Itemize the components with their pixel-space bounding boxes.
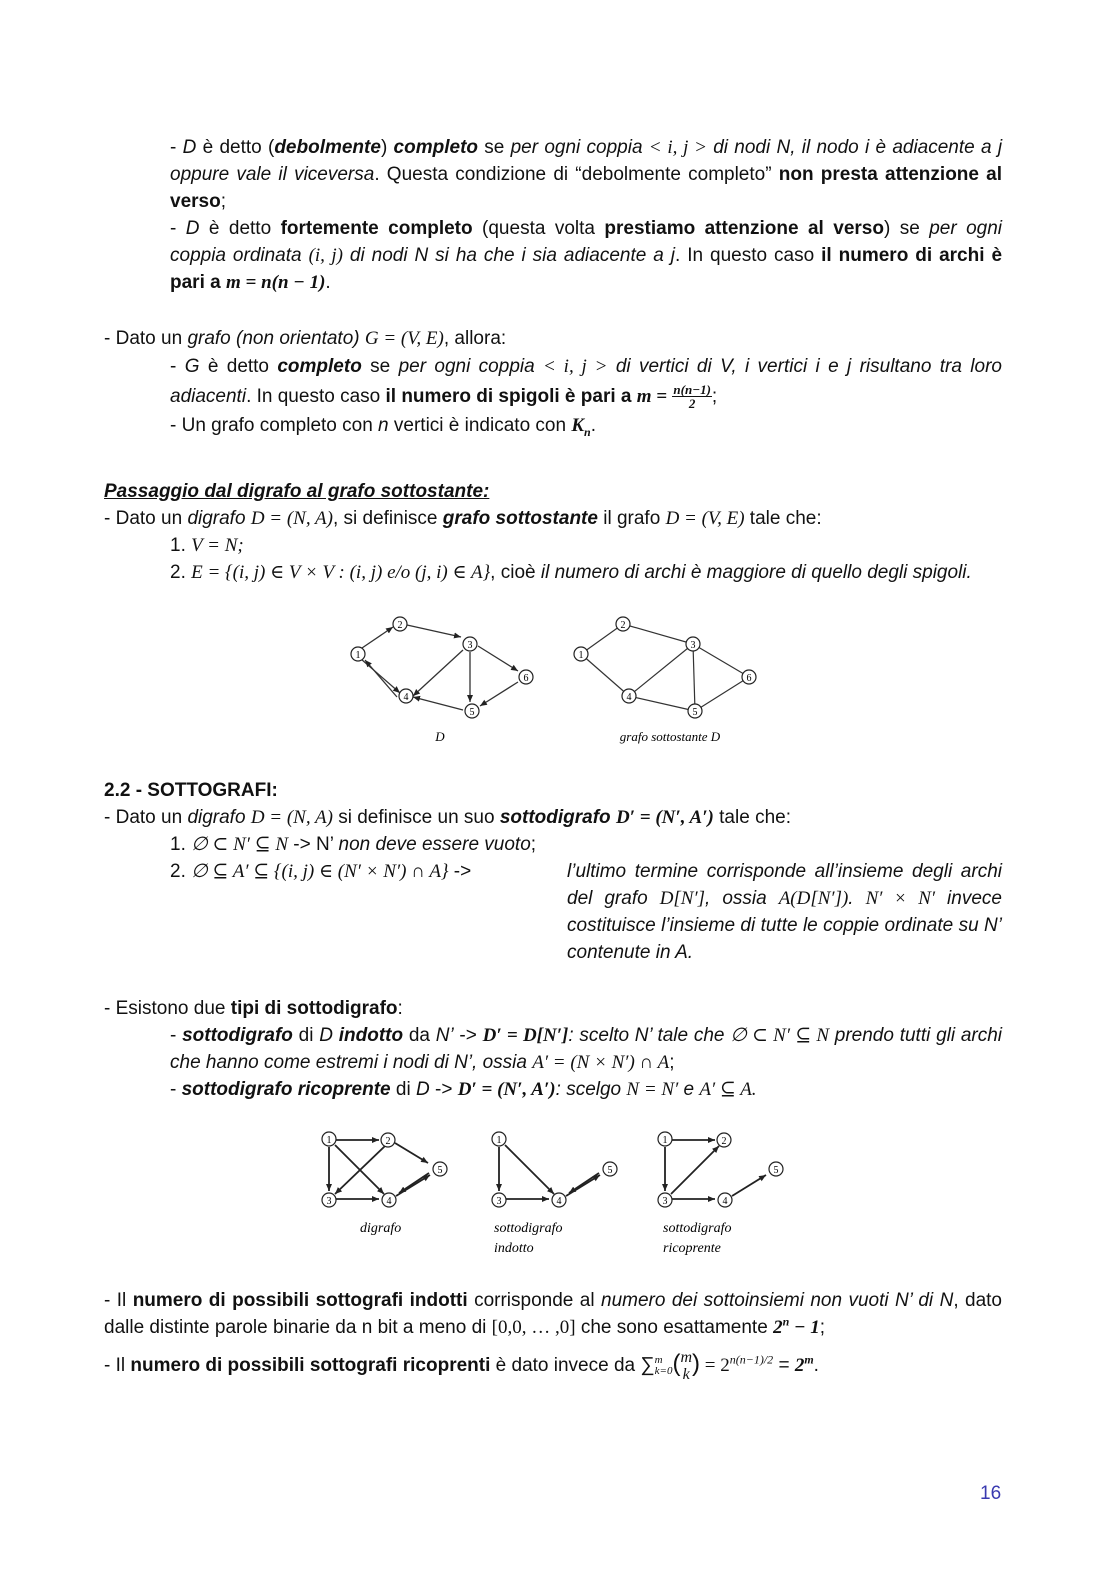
numero-indotti: - Il numero di possibili sottografi indotti corrisponde al numero dei sottoinsiemi non vuoti N’ di N, dato dalle distinte parole binarie da n bit a meno di [0,0, … ,0] che sono esattamente $2^n - 1$;	[104, 1290, 1002, 1338]
caption-indotto-2: indotto	[494, 1241, 534, 1256]
figure1-svg	[340, 610, 770, 750]
digraph-D	[361, 625, 518, 710]
figure-digraph-vs-underlying	[340, 610, 770, 750]
node-label: 2	[385, 1136, 391, 1147]
node-label: 4	[403, 692, 409, 703]
node-label: 3	[496, 1196, 502, 1207]
node-label: 4	[722, 1196, 728, 1207]
passaggio-item2: 2. E = {(i, j) ∈ V × V : (i, j) e/o (j, i) ∈ A}, cioè il numero di archi è maggiore di quello degli spigoli.	[170, 562, 972, 583]
node-label: 6	[523, 673, 529, 684]
passaggio-item1: 1. V = N;	[170, 535, 244, 556]
sottografi-block	[104, 777, 1002, 966]
tipi-ricoprente: - sottodigrafo ricoprente di D -> D′ = (N′, A′): scelgo N = N′ e A′ ⊆ A.	[170, 1079, 757, 1100]
node-label: 5	[437, 1165, 443, 1176]
caption-ricoprente-2: ricoprente	[663, 1241, 721, 1256]
figure2-svg	[315, 1125, 805, 1265]
digrafo-nodes	[322, 1132, 447, 1207]
node-label: 6	[746, 673, 752, 684]
node-label: 2	[397, 620, 403, 631]
indotto-edges	[499, 1145, 600, 1199]
figure1-caption-right: grafo sottostante D	[619, 729, 721, 744]
node-label: 5	[773, 1165, 779, 1176]
node-label: 4	[556, 1196, 562, 1207]
caption-digrafo: digrafo	[360, 1221, 402, 1236]
edges-fraction: $\frac{n(n-1)}{2}$	[673, 382, 711, 412]
graph-intro: - Dato un grafo (non orientato) G = (V, E), allora:	[104, 328, 507, 349]
node-label: 2	[721, 1136, 727, 1147]
node-label: 5	[692, 707, 698, 718]
sottografi-item2-row	[104, 858, 1002, 966]
page-number: 16	[980, 1483, 1002, 1504]
digraph-completeness-block	[170, 134, 1002, 296]
sottografi-note: l’ultimo termine corrisponde all’insieme degli archi del grafo D[N′], ossia A(D[N′]). N′ × N′ invece costituisce l’insieme di tutte le coppie ordinate su N’ contenute in A.	[567, 861, 1002, 963]
indotto-nodes	[492, 1132, 617, 1207]
numero-ricoprenti: - Il numero di possibili sottografi ricoprenti è dato invece da ∑ m k=0 ( m k ) = $2^{n(n-1)/2} = 2^m$.	[104, 1349, 819, 1383]
sottografi-item2: 2. ∅ ⊆ A′ ⊆ {(i, j) ∈ (N′ × N′) ∩ A} ->	[170, 861, 472, 882]
digrafo-edges	[329, 1140, 430, 1199]
numeri-block	[104, 1287, 1002, 1383]
passaggio-heading: Passaggio dal digrafo al grafo sottostante:	[104, 481, 490, 502]
underlying-graph	[578, 624, 749, 711]
tipi-indotto: - sottodigrafo di D indotto da N’ -> D′ = D[N′]: scelto N’ tale che ∅ ⊂ N′ ⊆ N prendo tutti gli archi che hanno come estremi i nodi di N’, ossia A′ = (N × N′) ∩ A;	[170, 1025, 1003, 1073]
node-label: 1	[496, 1135, 502, 1146]
graph-complete-def: - G è detto completo se per ogni coppia < i, j > di vertici di V, i vertici i e j risultano tra loro adiacenti. In questo caso il numero di spigoli è pari a m = $\frac{n(n-1)}{2}$ ;	[170, 356, 1002, 412]
weak-complete-def: - D è detto (debolmente) completo se per ogni coppia < i, j > di nodi N, il nodo i è adiacente a j oppure vale il viceversa. Questa condizione di “debolmente completo” non presta attenzione al verso;	[170, 137, 1003, 212]
node-label: 4	[386, 1196, 392, 1207]
sum-formula: ∑ m k=0 ( m k ) = $2^{n(n-1)/2} = 2^m$.	[640, 1349, 819, 1383]
tipi-intro: - Esistono due tipi di sottodigrafo:	[104, 998, 403, 1019]
sottografi-heading: 2.2 - SOTTOGRAFI:	[104, 780, 278, 801]
ricoprente-edges	[665, 1140, 766, 1199]
node-label: 3	[690, 640, 696, 651]
node-label: 5	[607, 1165, 613, 1176]
node-label: 1	[578, 650, 584, 661]
caption-indotto-1: sottodigrafo	[494, 1221, 563, 1236]
node-label: 4	[626, 692, 632, 703]
passaggio-block	[104, 478, 1002, 586]
node-label: 5	[469, 707, 475, 718]
ricoprente-nodes	[658, 1132, 783, 1207]
node-label: 1	[662, 1135, 668, 1146]
node-label: 1	[326, 1135, 332, 1146]
caption-ricoprente-1: sottodigrafo	[663, 1221, 732, 1236]
node-label: 2	[620, 620, 626, 631]
passaggio-line1: - Dato un digrafo D = (N, A), si definisce grafo sottostante il grafo D = (V, E) tale che:	[104, 508, 822, 529]
figure1-caption-left: D	[435, 729, 445, 744]
node-label: 3	[467, 640, 473, 651]
node-label: 1	[355, 650, 361, 661]
kn-def: - Un grafo completo con n vertici è indicato con $K_n$.	[170, 415, 596, 439]
tipi-block	[104, 995, 1002, 1103]
sottografi-item1: 1. ∅ ⊂ N′ ⊆ N -> N’ non deve essere vuoto;	[170, 834, 537, 855]
strong-complete-def: - D è detto fortemente completo (questa volta prestiamo attenzione al verso) se per ogni coppia ordinata (i, j) di nodi N si ha che i sia adiacente a j. In questo caso il numero di archi è pari a m = n(n − 1).	[170, 218, 1003, 293]
sottografi-line1: - Dato un digrafo D = (N, A) si definisce un suo sottodigrafo D′ = (N′, A′) tale che:	[104, 807, 791, 828]
figure-subdigraphs	[315, 1125, 805, 1265]
graph-completeness-block	[104, 325, 1002, 439]
node-label: 3	[662, 1196, 668, 1207]
node-label: 3	[326, 1196, 332, 1207]
